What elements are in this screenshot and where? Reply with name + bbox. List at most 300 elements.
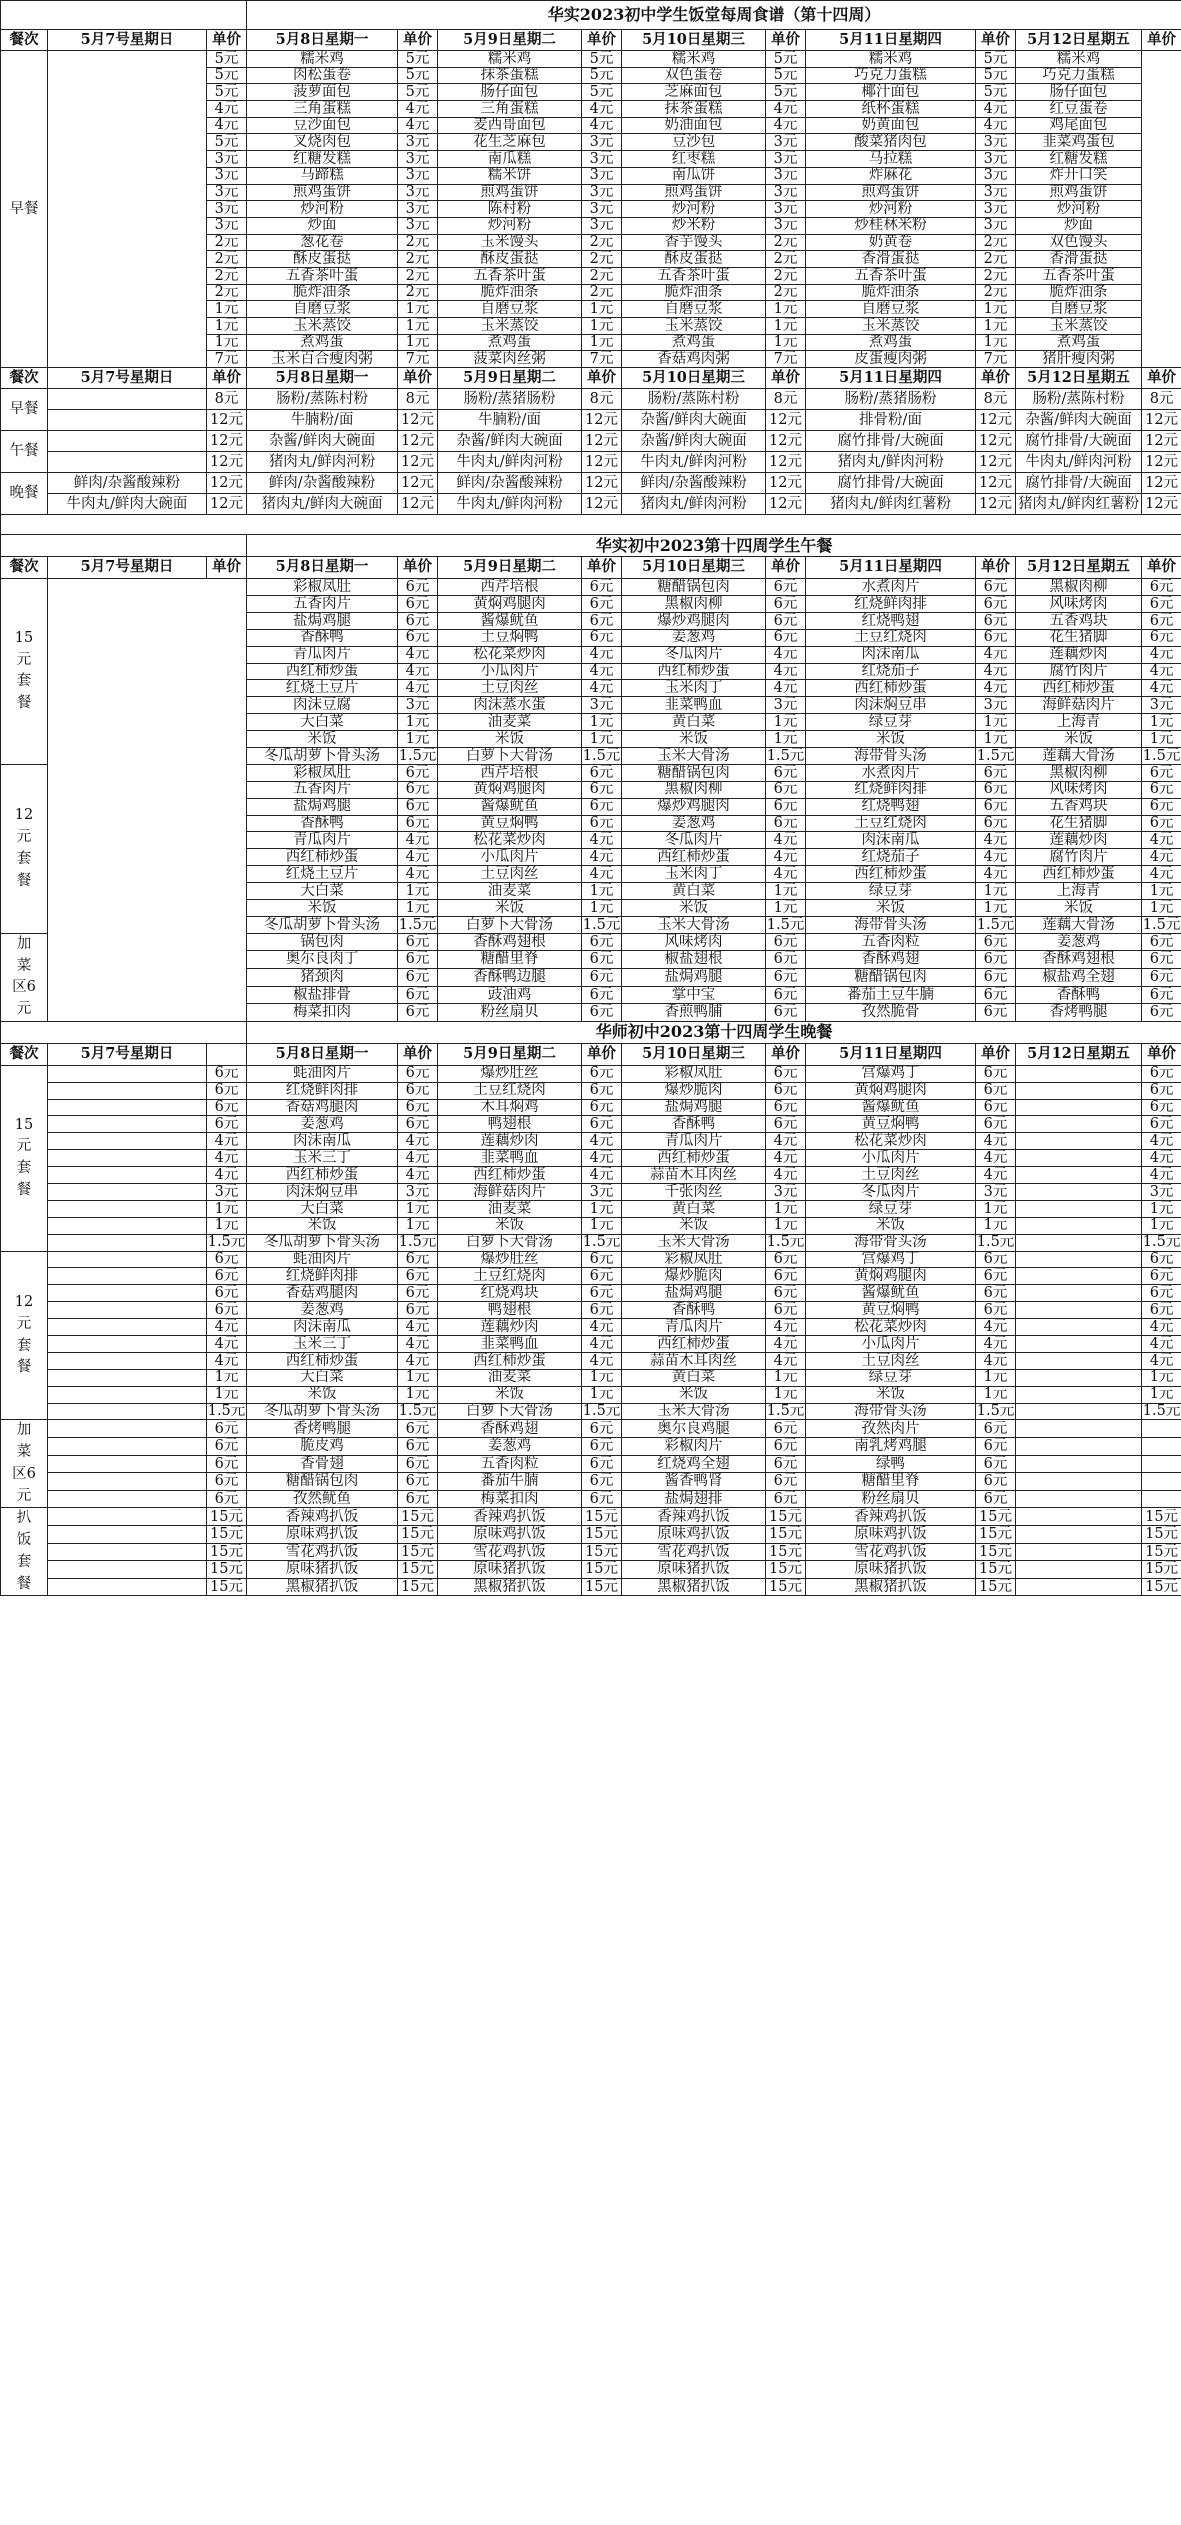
dish-cell: 南乳烤鸡腿 [806,1438,976,1456]
price-cell: 6元 [976,1082,1016,1099]
dish-cell: 排骨粉/面 [806,410,976,431]
dish-cell: 松花菜炒肉 [438,832,582,849]
price-cell: 6元 [1142,764,1181,781]
dish-cell: 松花菜炒肉 [438,646,582,663]
dish-cell: 肠粉/蒸陈村粉 [1016,389,1142,410]
price-cell: 6元 [582,1473,622,1491]
price-cell: 6元 [766,629,806,646]
price-cell: 4元 [1142,663,1181,680]
dish-cell: 炒桂林米粉 [806,217,976,234]
price-cell: 1元 [582,334,622,351]
price-cell: 4元 [766,832,806,849]
dish-cell: 香辣鸡扒饭 [438,1508,582,1526]
price-header: 单价 [582,30,622,51]
dish-cell [48,452,207,473]
price-header: 单价 [976,1043,1016,1065]
dish-cell: 白萝卜大骨汤 [438,1403,582,1420]
price-cell: 5元 [582,67,622,84]
dish-cell: 油麦菜 [438,714,582,731]
price-cell: 5元 [398,84,438,101]
dish-cell: 奥尔良鸡腿 [622,1420,766,1438]
price-cell: 1元 [1142,883,1181,900]
price-cell: 3元 [398,1184,438,1201]
dish-cell: 煎鸡蛋饼 [622,184,766,201]
price-cell: 6元 [582,1004,622,1022]
price-cell: 1元 [766,318,806,335]
price-cell: 6元 [976,781,1016,798]
dish-cell: 腐竹肉片 [1016,663,1142,680]
price-cell: 1.5元 [766,1403,805,1420]
dish-cell: 黄豆焖鸭 [438,815,582,832]
price-cell: 3元 [766,167,806,184]
dish-cell: 鲜肉/杂酱酸辣粉 [48,473,207,494]
dish-cell: 香酥鸭 [622,1302,766,1319]
dish-cell [1016,1251,1142,1268]
price-cell: 4元 [766,849,806,866]
dish-cell: 原味鸡扒饭 [806,1526,976,1544]
dish-cell: 玉米蒸饺 [1016,318,1142,335]
dish-cell: 煮鸡蛋 [1016,334,1142,351]
price-cell: 6元 [582,595,622,612]
price-cell: 1元 [976,731,1016,748]
price-cell: 1元 [1142,899,1181,916]
dish-cell: 自磨豆浆 [622,301,766,318]
dish-cell: 香滑蛋挞 [806,251,976,268]
dish-cell: 红烧鸭翅 [806,798,976,815]
price-cell: 4元 [976,1319,1016,1336]
sunday-blank [48,1561,207,1579]
dish-cell: 黑椒肉柳 [1016,764,1142,781]
price-cell: 12元 [582,494,622,515]
price-cell: 15元 [582,1561,622,1579]
breakfast-title [1,1,1181,30]
price-cell: 2元 [582,284,622,301]
price-cell: 8元 [976,389,1016,410]
dish-cell [1016,1217,1142,1234]
price-cell: 1元 [976,883,1016,900]
price-cell: 6元 [766,1490,806,1508]
price-cell: 1元 [582,883,622,900]
price-cell: 4元 [1142,1167,1181,1184]
price-cell: 15元 [207,1578,247,1596]
dish-cell: 煮鸡蛋 [438,334,582,351]
price-cell: 15元 [398,1526,438,1544]
price-cell: 4元 [582,1167,622,1184]
dish-cell: 香酥鸡翅根 [1016,951,1142,969]
table-row [1,1133,1181,1150]
price-cell: 6元 [582,1490,622,1508]
dish-cell: 黑椒猪扒饭 [622,1578,766,1596]
price-cell: 4元 [976,101,1016,118]
price-cell: 1元 [766,1386,806,1403]
dish-cell: 奶油面包 [622,117,766,134]
price-cell: 4元 [1142,832,1181,849]
dish-cell: 肉沫南瓜 [247,1319,398,1336]
price-cell: 15元 [976,1508,1016,1526]
price-cell: 6元 [766,1302,806,1319]
dish-cell: 酱爆鱿鱼 [806,1285,976,1302]
dish-cell: 椒盐排骨 [247,986,398,1004]
price-cell: 1元 [582,731,622,748]
dish-cell: 腐竹肉片 [1016,849,1142,866]
price-cell: 6元 [1142,986,1181,1004]
meal-group-label: 15元套餐 [1,579,48,765]
price-cell: 3元 [398,697,438,714]
price-cell: 6元 [207,1420,247,1438]
dish-cell: 青瓜肉片 [247,646,398,663]
price-cell: 6元 [976,1065,1016,1082]
price-cell: 4元 [766,101,806,118]
day-header: 5月12日星期五 [1016,1043,1142,1065]
table-row [1,1082,1181,1099]
price-cell: 1元 [398,1200,438,1217]
dish-cell: 肉沫南瓜 [806,832,976,849]
price-cell [1142,1490,1181,1508]
section-title: 华师初中2023第十四周学生晚餐 [247,1021,1181,1043]
price-cell: 6元 [398,764,438,781]
dish-cell: 西红柿炒蛋 [438,1352,582,1369]
price-cell: 4元 [582,1150,622,1167]
price-cell: 2元 [207,267,247,284]
price-cell: 1元 [582,301,622,318]
price-cell: 2元 [766,251,806,268]
dish-cell: 猪肝瘦肉粥 [1016,351,1142,368]
dish-cell: 西红柿炒蛋 [438,1167,582,1184]
price-cell: 1元 [398,1217,438,1234]
price-cell: 6元 [1142,1251,1181,1268]
price-cell: 4元 [398,663,438,680]
table-row [1,1420,1181,1438]
price-cell: 6元 [1142,1082,1181,1099]
dish-cell: 黑椒肉柳 [622,595,766,612]
dish-cell: 红烧鸭翅 [806,612,976,629]
dish-cell: 青瓜肉片 [622,1319,766,1336]
price-cell: 5元 [766,84,806,101]
dish-cell: 炒河粉 [1016,201,1142,218]
price-cell: 12元 [766,473,806,494]
price-cell: 1元 [766,899,806,916]
dish-cell: 红烧鲜肉排 [806,781,976,798]
table-row [1,1403,1181,1420]
dish-cell: 西红柿炒蛋 [247,1352,398,1369]
price-cell: 3元 [582,151,622,168]
dish-cell: 玉米蒸饺 [622,318,766,335]
dish-cell: 土豆红烧肉 [438,1082,582,1099]
price-cell: 8元 [582,389,622,410]
price-cell: 3元 [207,201,247,218]
dish-cell: 彩椒凤肚 [622,1251,766,1268]
price-cell: 12元 [1142,431,1181,452]
dish-cell: 玉米三丁 [247,1336,398,1353]
dish-cell: 花生猪脚 [1016,629,1142,646]
price-cell: 1.5元 [398,1403,437,1420]
dish-cell: 杂酱/鲜肉大碗面 [622,431,766,452]
price-cell: 4元 [976,680,1016,697]
price-cell: 1元 [766,731,806,748]
dish-cell: 绿豆芽 [806,1369,976,1386]
dish-cell: 姜葱鸡 [438,1438,582,1456]
price-cell: 4元 [207,1133,247,1150]
meal-header: 餐次 [1,30,48,51]
dish-cell: 水煮肉片 [806,579,976,596]
dish-cell: 肠粉/蒸陈村粉 [622,389,766,410]
dish-cell: 炒面 [1016,217,1142,234]
dish-cell: 马蹄糕 [247,167,398,184]
dish-cell: 椰汁面包 [806,84,976,101]
dish-cell: 掌中宝 [622,986,766,1004]
price-cell: 4元 [766,117,806,134]
dish-cell: 绿豆芽 [806,883,976,900]
price-cell: 6元 [398,968,438,986]
price-cell: 1.5元 [582,1403,621,1420]
dish-cell: 米饭 [806,1386,976,1403]
price-cell: 6元 [582,968,622,986]
dish-cell: 海鲜菇肉片 [1016,697,1142,714]
price-cell: 1.5元 [207,1234,246,1251]
price-cell: 12元 [582,410,622,431]
price-cell: 4元 [207,101,247,118]
blank [1,515,1181,535]
dish-cell: 南瓜饼 [622,167,766,184]
dish-cell: 米饭 [438,1217,582,1234]
dish-cell: 肉沫南瓜 [806,646,976,663]
price-cell: 5元 [976,84,1016,101]
dish-cell [1016,1268,1142,1285]
price-cell: 4元 [766,866,806,883]
price-cell: 1.5元 [1142,1234,1181,1251]
price-cell: 1元 [582,1200,622,1217]
price-cell: 6元 [398,1302,438,1319]
dish-cell: 煎鸡蛋饼 [438,184,582,201]
dish-cell: 松花菜炒肉 [806,1319,976,1336]
dish-cell: 原味鸡扒饭 [438,1526,582,1544]
dish-cell: 香酥鸭 [1016,986,1142,1004]
price-cell: 6元 [582,798,622,815]
breakfast-label: 早餐 [1,389,48,431]
price-cell: 6元 [582,579,622,596]
dish-cell: 马拉糕 [806,151,976,168]
dish-cell: 鲜肉/杂酱酸辣粉 [247,473,398,494]
price-cell: 5元 [976,67,1016,84]
price-cell: 6元 [976,1251,1016,1268]
table-row [1,494,1181,515]
dish-cell: 玉米蒸饺 [247,318,398,335]
dish-cell: 油麦菜 [438,1369,582,1386]
day-header: 5月7号星期日 [48,368,207,389]
dish-cell: 米饭 [622,899,766,916]
dish-cell: 孜然脆骨 [806,1004,976,1022]
price-cell: 8元 [1142,389,1181,410]
price-cell: 6元 [766,1420,806,1438]
price-cell: 15元 [398,1508,438,1526]
price-cell: 4元 [398,1336,438,1353]
price-cell: 4元 [582,849,622,866]
dish-cell: 酸菜猪肉包 [806,134,976,151]
meal-group-label: 12元套餐 [1,764,48,933]
price-cell: 4元 [582,1319,622,1336]
price-cell: 6元 [207,1251,247,1268]
dish-cell: 纸杯蛋糕 [806,101,976,118]
price-cell: 6元 [976,1285,1016,1302]
price-cell: 6元 [766,612,806,629]
dish-cell: 黑椒肉柳 [622,781,766,798]
dish-cell: 炸麻花 [806,167,976,184]
dish-cell: 土豆焖鸭 [438,629,582,646]
dish-cell: 姜葱鸡 [1016,933,1142,951]
price-cell: 6元 [766,815,806,832]
price-cell: 1元 [766,334,806,351]
dish-cell: 酱爆鱿鱼 [438,798,582,815]
dish-cell: 糖醋锅包肉 [622,579,766,596]
day-header: 5月11日星期四 [806,557,976,579]
price-cell: 6元 [766,1004,806,1022]
price-cell: 3元 [766,1184,806,1201]
table-row [1,1490,1181,1508]
price-cell: 6元 [766,1473,806,1491]
dish-cell: 莲藕大骨汤 [1016,747,1142,764]
price-cell: 6元 [976,1116,1016,1133]
dish-cell: 煮鸡蛋 [806,334,976,351]
price-cell: 5元 [398,51,438,68]
sunday-blank [48,1200,207,1217]
price-cell: 4元 [582,663,622,680]
title-spacer [1,1021,247,1043]
price-cell: 4元 [398,680,438,697]
dish-cell: 红烧茄子 [806,663,976,680]
price-header: 单价 [766,368,806,389]
dish-cell: 肠粉/蒸猪肠粉 [806,389,976,410]
price-cell: 6元 [976,1438,1016,1456]
price-cell: 1元 [398,731,438,748]
price-header: 单价 [582,557,622,579]
dish-cell: 油麦菜 [438,1200,582,1217]
price-cell: 3元 [207,217,247,234]
dish-cell: 猪肉丸/鲜肉红薯粉 [1016,494,1142,515]
dish-cell: 爆炒脆肉 [622,1268,766,1285]
price-cell: 4元 [1142,849,1181,866]
dish-cell: 盐焗鸡腿 [247,612,398,629]
table-row [1,1065,1181,1082]
table-row [1,1150,1181,1167]
price-cell: 6元 [976,1490,1016,1508]
price-cell: 4元 [976,117,1016,134]
dish-cell: 莲藕炒肉 [438,1133,582,1150]
price-cell: 1元 [976,334,1016,351]
dish-cell: 香菇鸡肉粥 [622,351,766,368]
dish-cell: 松花菜炒肉 [806,1133,976,1150]
price-cell: 15元 [766,1526,806,1544]
header-row [1,1043,1181,1065]
price-header: 单价 [582,1043,622,1065]
price-cell: 15元 [207,1543,247,1561]
dish-cell: 玉米百合瘦肉粥 [247,351,398,368]
dish-cell: 莲藕大骨汤 [1016,916,1142,933]
price-cell: 3元 [398,184,438,201]
price-cell: 12元 [766,452,806,473]
dish-cell: 黑椒肉柳 [1016,579,1142,596]
dish-cell: 米饭 [622,731,766,748]
dish-cell: 五香茶叶蛋 [247,267,398,284]
dish-cell: 双色馒头 [1016,234,1142,251]
price-cell: 6元 [976,579,1016,596]
dish-cell: 陈村粉 [438,201,582,218]
price-cell: 6元 [207,1490,247,1508]
dish-cell [1016,1302,1142,1319]
dish-cell: 糖醋里脊 [438,951,582,969]
dish-cell: 韭菜鸭血 [438,1336,582,1353]
price-cell: 6元 [766,1285,806,1302]
price-cell: 6元 [766,595,806,612]
dish-cell: 白萝卜大骨汤 [438,1234,582,1251]
price-cell: 1元 [1142,1200,1181,1217]
day-header: 5月7号星期日 [48,30,207,51]
price-cell: 12元 [207,452,247,473]
table-row [1,1184,1181,1201]
dish-cell [1016,1319,1142,1336]
table-row [1,1543,1181,1561]
dish-cell: 煎鸡蛋饼 [806,184,976,201]
dish-cell: 糯米鸡 [1016,51,1142,68]
price-cell: 6元 [582,1438,622,1456]
dish-cell: 黑椒猪扒饭 [247,1578,398,1596]
sunday-blank [48,1438,207,1456]
dish-cell: 香酥鸭 [622,1116,766,1133]
table-row [1,51,1181,68]
dish-cell: 鸡尾面包 [1016,117,1142,134]
table-row [1,1116,1181,1133]
price-cell: 6元 [398,781,438,798]
price-cell: 4元 [976,1150,1016,1167]
dish-cell: 白萝卜大骨汤 [438,916,582,933]
dish-cell: 香辣鸡扒饭 [247,1508,398,1526]
price-cell: 4元 [398,1352,438,1369]
dish-cell: 孜然肉片 [806,1420,976,1438]
price-cell: 15元 [766,1543,806,1561]
price-cell: 7元 [398,351,438,368]
price-cell: 3元 [398,217,438,234]
price-cell: 4元 [582,646,622,663]
price-cell: 1元 [398,899,438,916]
dish-cell: 牛腩粉/面 [247,410,398,431]
price-cell: 8元 [207,389,247,410]
price-cell: 6元 [766,933,806,951]
price-cell: 4元 [582,1352,622,1369]
price-cell: 6元 [766,1065,806,1082]
dish-cell: 绿豆芽 [806,1200,976,1217]
price-cell: 2元 [398,234,438,251]
price-cell: 12元 [207,431,247,452]
dish-cell: 大白菜 [247,714,398,731]
price-cell: 6元 [207,1438,247,1456]
dish-cell: 杂酱/鲜肉大碗面 [247,431,398,452]
sunday-blank [48,1251,207,1268]
price-cell: 6元 [976,968,1016,986]
dish-cell: 米饭 [438,731,582,748]
dish-cell: 玉米蒸饺 [806,318,976,335]
price-cell: 4元 [398,849,438,866]
price-cell: 6元 [976,798,1016,815]
price-cell: 1.5元 [1142,916,1181,933]
day-header: 5月9日星期二 [438,30,582,51]
price-cell: 4元 [976,663,1016,680]
dish-cell: 煮鸡蛋 [622,334,766,351]
sunday-blank [48,1455,207,1473]
price-cell: 4元 [766,680,806,697]
dish-cell: 酱香鸭肾 [622,1473,766,1491]
dish-cell: 土豆肉丝 [806,1352,976,1369]
table-row [1,1234,1181,1251]
price-cell: 6元 [766,951,806,969]
